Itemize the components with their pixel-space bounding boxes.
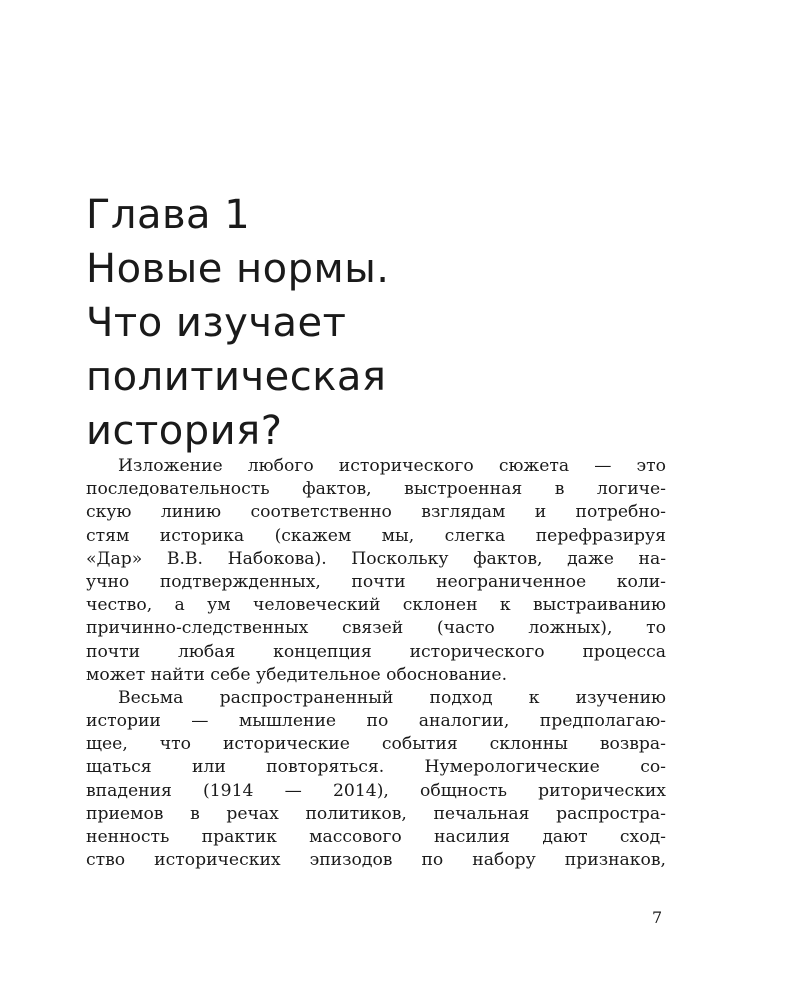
text-line: чество, а ум человеческий склонен к выстраиванию: [86, 595, 666, 616]
text-line: ство исторических эпизодов по набору признаков,: [86, 850, 666, 871]
text-line: последовательность фактов, выстроенная в логиче-: [86, 479, 666, 500]
text-line: может найти себе убедительное обоснование.: [86, 664, 508, 685]
text-line: почти любая концепция исторического процесса: [86, 641, 666, 662]
text-line: скую линию соответственно взглядам и потребно-: [86, 502, 666, 523]
text-line: истории — мышление по аналогии, предполагаю-: [86, 711, 666, 732]
paragraph: [86, 455, 666, 687]
page-number: 7: [652, 908, 663, 927]
text-line: Весьма распространенный подход к изучению: [118, 687, 666, 708]
text-line: приемов в речах политиков, печальная распростра-: [86, 803, 666, 824]
text-line: ненность практик массового насилия дают сход-: [86, 827, 666, 847]
chapter-title-line: Новые нормы.: [86, 246, 390, 292]
chapter-title-line: политическая: [86, 354, 387, 400]
text-line: учно подтвержденных, почти неограниченное коли-: [86, 571, 666, 592]
text-line: щее, что исторические события склонны возвра-: [86, 734, 666, 755]
text-line: Изложение любого исторического сюжета — это: [118, 456, 666, 476]
chapter-title-line: Что изучает: [86, 300, 347, 346]
text-line: впадения (1914 — 2014), общность риторических: [86, 780, 666, 801]
chapter-title-line: Глава 1: [86, 192, 251, 238]
body-text: [86, 455, 666, 872]
text-line: причинно-следственных связей (часто ложных), то: [86, 618, 666, 639]
chapter-title: [86, 188, 686, 458]
paragraph: [86, 687, 666, 873]
text-line: «Дар» В.В. Набокова). Поскольку фактов, даже на-: [86, 548, 666, 569]
text-line: стям историка (скажем мы, слегка перефразируя: [86, 525, 666, 546]
text-line: щаться или повторяться. Нумерологические со-: [86, 757, 666, 778]
chapter-title-line: история?: [86, 408, 283, 454]
